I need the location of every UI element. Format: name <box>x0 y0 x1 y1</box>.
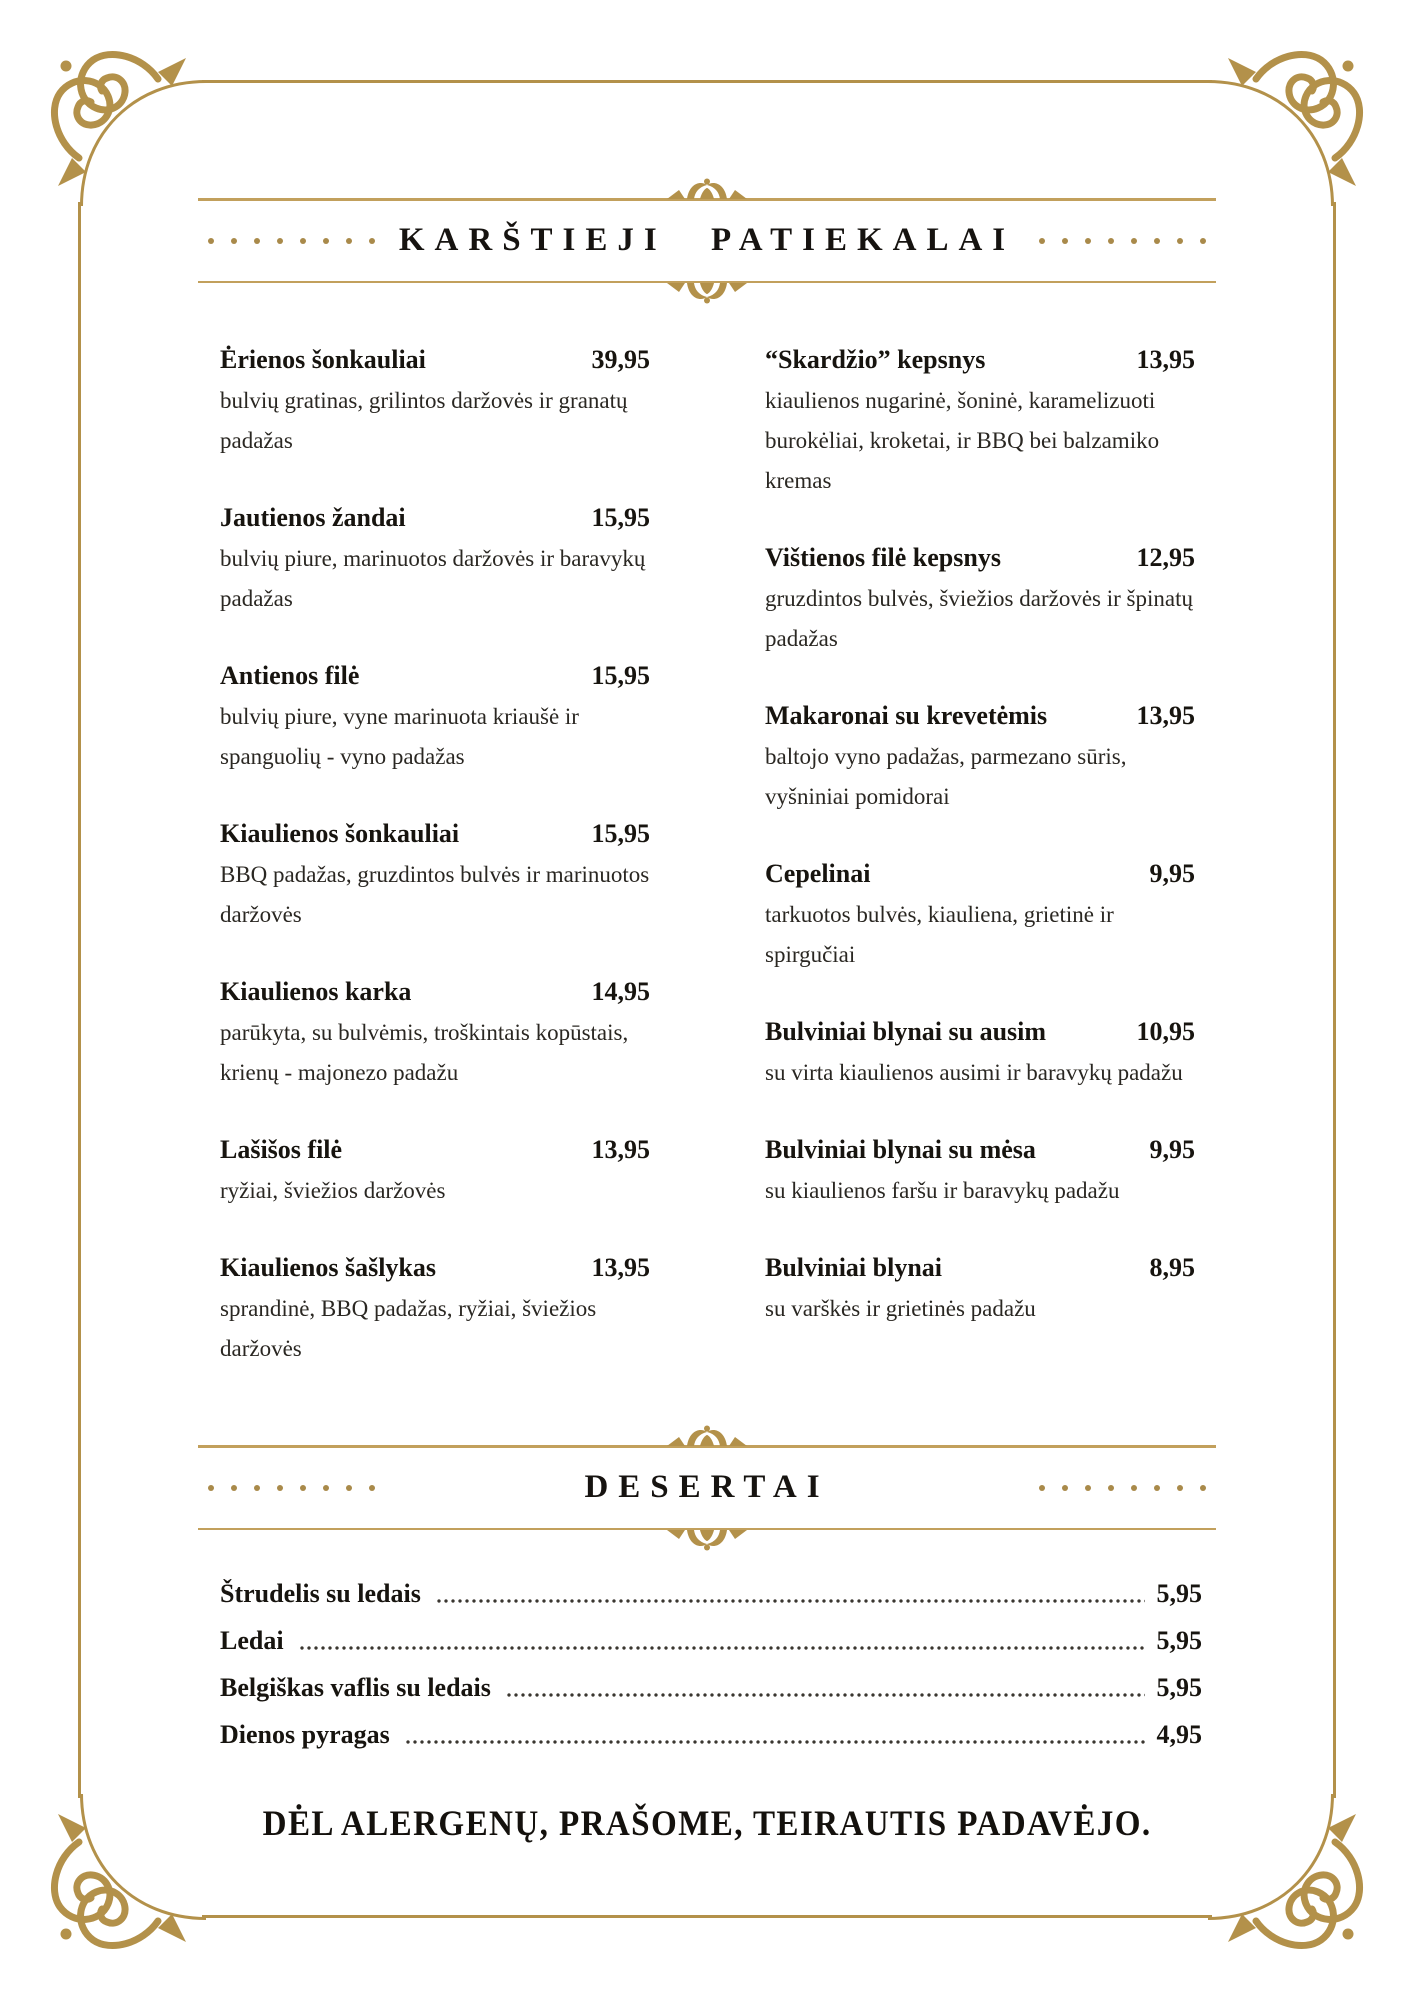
ornament-rule <box>198 1528 1216 1531</box>
dish-name: Bulviniai blynai su mėsa <box>765 1135 1036 1164</box>
crown-ornament-icon <box>662 283 752 305</box>
dish-description: BBQ padažas, gruzdintos bulvės ir marinuotos daržovės <box>220 862 650 927</box>
dish-description: su varškės ir grietinės padažu <box>765 1296 1036 1321</box>
dessert-row <box>220 1664 1202 1711</box>
crown-ornament-icon <box>662 1424 752 1446</box>
dish-name: Kiaulienos šonkauliai <box>220 819 460 848</box>
crown-ornament-icon <box>662 177 752 199</box>
menu-item <box>765 1129 1195 1211</box>
dessert-row <box>220 1617 1202 1664</box>
dish-name: Kiaulienos karka <box>220 977 412 1006</box>
dish-description: gruzdintos bulvės, šviežios daržovės ir špinatų padažas <box>765 586 1193 651</box>
dish-price: 13,95 <box>591 1135 650 1164</box>
menu-item <box>765 695 1195 817</box>
dish-name: Jautienos žandai <box>220 503 406 532</box>
menu-item <box>765 1247 1195 1329</box>
menu-column-right <box>765 339 1195 1405</box>
dish-price: 39,95 <box>591 345 650 374</box>
menu-column-left <box>220 339 650 1405</box>
menu-item <box>220 1129 650 1211</box>
menu-item <box>220 497 650 619</box>
menu-item <box>765 537 1195 659</box>
frame-border-top <box>202 80 1212 83</box>
dish-description: tarkuotos bulvės, kiauliena, grietinė ir spirgučiai <box>765 902 1114 967</box>
dish-name: Bulviniai blynai <box>765 1253 943 1282</box>
section-title: DESERTAI <box>584 1469 830 1505</box>
dish-price: 13,95 <box>591 1253 650 1282</box>
dessert-list <box>198 1570 1216 1758</box>
dot-leader <box>507 1693 1145 1697</box>
dish-name: “Skardžio” kepsnys <box>765 345 986 374</box>
section-title: KARŠTIEJI PATIEKALAI <box>398 222 1016 258</box>
menu-columns <box>198 339 1216 1405</box>
dish-name: Štrudelis su ledais <box>220 1578 421 1608</box>
dish-description: parūkyta, su bulvėmis, troškintais kopūstais, krienų - majonezo padažu <box>220 1020 629 1085</box>
dish-price: 4,95 <box>1156 1719 1202 1749</box>
dot-leader <box>437 1599 1145 1603</box>
menu-item <box>220 1247 650 1369</box>
dish-description: kiaulienos nugarinė, šoninė, karamelizuoti burokėliai, kroketai, ir BBQ bei balzamiko kremas <box>765 388 1160 493</box>
dish-name: Bulviniai blynai su ausim <box>765 1017 1047 1046</box>
dish-name: Ledai <box>220 1625 284 1655</box>
dish-price: 15,95 <box>591 819 650 848</box>
dish-price: 13,95 <box>1136 345 1195 374</box>
dish-price: 8,95 <box>1149 1253 1195 1282</box>
dish-description: bulvių piure, marinuotos daržovės ir baravykų padažas <box>220 546 646 611</box>
dot-leader <box>300 1646 1145 1650</box>
menu-item <box>220 655 650 777</box>
dish-price: 5,95 <box>1156 1578 1202 1608</box>
dish-description: bulvių gratinas, grilintos daržovės ir granatų padažas <box>220 388 628 453</box>
menu-item <box>220 813 650 935</box>
section-header <box>198 201 1216 281</box>
section-desserts <box>198 1445 1216 1758</box>
dish-name: Antienos filė <box>220 661 360 690</box>
dish-price: 9,95 <box>1149 1135 1195 1164</box>
allergen-note-text: DĖL ALERGENŲ, PRAŠOME, TEIRAUTIS PADAVĖJO. <box>262 1803 1152 1843</box>
dish-description: su kiaulienos faršu ir baravykų padažu <box>765 1178 1120 1203</box>
dish-name: Lašišos filė <box>220 1135 343 1164</box>
dish-description: baltojo vyno padažas, parmezano sūris, vyšniniai pomidorai <box>765 744 1127 809</box>
dish-price: 14,95 <box>591 977 650 1006</box>
dish-description: ryžiai, šviežios daržovės <box>220 1178 446 1203</box>
dot-leader <box>406 1740 1145 1744</box>
dish-price: 15,95 <box>591 661 650 690</box>
crown-ornament-icon <box>662 1530 752 1552</box>
dish-name: Vištienos filė kepsnys <box>765 543 1001 572</box>
dessert-row <box>220 1711 1202 1758</box>
menu-item <box>220 971 650 1093</box>
dish-price: 5,95 <box>1156 1672 1202 1702</box>
menu-item <box>220 339 650 461</box>
dish-price: 13,95 <box>1136 701 1195 730</box>
dish-price: 15,95 <box>591 503 650 532</box>
dish-name: Makaronai su krevetėmis <box>765 701 1048 730</box>
corner-flourish-icon <box>1208 46 1368 206</box>
allergen-note <box>0 1802 1414 1844</box>
frame-border-right <box>1333 202 1336 1798</box>
menu-item <box>765 1011 1195 1093</box>
dish-price: 12,95 <box>1136 543 1195 572</box>
ornament-rule <box>198 281 1216 284</box>
section-header <box>198 1448 1216 1528</box>
menu-item <box>765 339 1195 501</box>
dish-name: Belgiškas vaflis su ledais <box>220 1672 491 1702</box>
dish-description: sprandinė, BBQ padažas, ryžiai, šviežios daržovės <box>220 1296 597 1361</box>
dish-name: Cepelinai <box>765 859 871 888</box>
frame-border-left <box>78 202 81 1798</box>
corner-flourish-icon <box>46 46 206 206</box>
dish-name: Dienos pyragas <box>220 1719 390 1749</box>
dish-price: 9,95 <box>1149 859 1195 888</box>
dish-price: 5,95 <box>1156 1625 1202 1655</box>
dish-description: su virta kiaulienos ausimi ir baravykų padažu <box>765 1060 1183 1085</box>
dish-name: Ėrienos šonkauliai <box>220 345 426 374</box>
menu-item <box>765 853 1195 975</box>
section-hot-dishes <box>198 198 1216 1405</box>
dish-description: bulvių piure, vyne marinuota kriaušė ir spanguolių - vyno padažas <box>220 704 579 769</box>
dessert-row <box>220 1570 1202 1617</box>
frame-border-bottom <box>202 1915 1212 1918</box>
dish-price: 10,95 <box>1136 1017 1195 1046</box>
dish-name: Kiaulienos šašlykas <box>220 1253 437 1282</box>
